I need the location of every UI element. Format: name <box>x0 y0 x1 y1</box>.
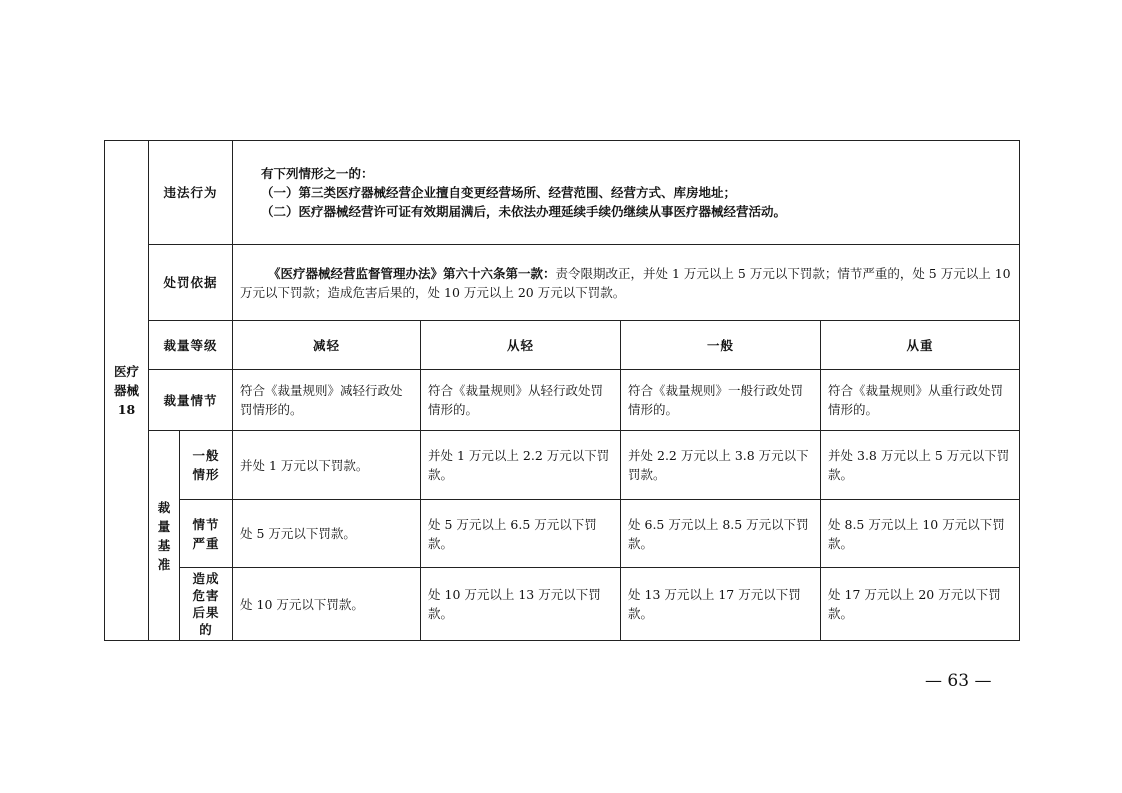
standard-row-label <box>180 431 233 500</box>
standard-cell: 处 5 万元以下罚款。 <box>233 500 421 568</box>
violation-item-2: （二）医疗器械经营许可证有效期届满后，未依法办理延续手续仍继续从事医疗器械经营活动。 <box>261 204 787 219</box>
standard-cell: 处 6.5 万元以上 8.5 万元以下罚款。 <box>621 500 821 568</box>
penalty-table <box>104 140 1020 641</box>
row-label-line: 情节 <box>192 516 220 532</box>
standard-char: 准 <box>157 556 171 572</box>
standard-char: 裁 <box>157 499 171 515</box>
standard-char: 量 <box>157 518 171 534</box>
standard-label <box>149 431 180 641</box>
standard-cell: 处 13 万元以上 17 万元以下罚款。 <box>621 568 821 641</box>
level-severe: 从重 <box>821 321 1020 370</box>
standard-cell: 处 10 万元以上 13 万元以下罚款。 <box>421 568 621 641</box>
situations-label: 裁量情节 <box>149 370 233 431</box>
level-general: 一般 <box>621 321 821 370</box>
situation-cell: 符合《裁量规则》从轻行政处罚情形的。 <box>421 370 621 431</box>
violation-content <box>233 141 1020 245</box>
category-label-1: 医疗 <box>113 364 139 379</box>
level-mitigated: 减轻 <box>233 321 421 370</box>
standard-row <box>105 568 1020 641</box>
level-lenient: 从轻 <box>421 321 621 370</box>
row-label-line: 一般 <box>192 448 220 463</box>
standard-char: 基 <box>157 537 171 553</box>
standard-row-label <box>180 568 233 641</box>
row-label-line: 的 <box>199 622 213 637</box>
standard-cell: 并处 1 万元以上 2.2 万元以下罚款。 <box>421 431 621 500</box>
basis-row <box>105 245 1020 321</box>
basis-law: 《医疗器械经营监督管理办法》第六十六条第一款： <box>268 265 556 281</box>
category-cell <box>105 141 149 641</box>
row-label-line: 严重 <box>192 535 220 551</box>
basis-text: 责令限期改正，并处 1 万元以上 5 万元以下罚款；情节严重的，处 5 万元以上 10 万元以下罚款；造成危害后果的，处 10 万元以上 20 万元以下罚款。 <box>240 265 1011 300</box>
row-label-line: 后果 <box>192 605 220 620</box>
standard-row <box>105 500 1020 568</box>
levels-label: 裁量等级 <box>149 321 233 370</box>
violation-row <box>105 141 1020 245</box>
standard-cell: 处 8.5 万元以上 10 万元以下罚款。 <box>821 500 1020 568</box>
situation-cell: 符合《裁量规则》减轻行政处罚情形的。 <box>233 370 421 431</box>
page-number: — 63 — <box>925 671 992 691</box>
row-label-line: 情形 <box>192 467 220 482</box>
standard-cell: 处 10 万元以下罚款。 <box>233 568 421 641</box>
violation-item-1: （一）第三类医疗器械经营企业擅自变更经营场所、经营范围、经营方式、库房地址； <box>261 185 737 200</box>
levels-row <box>105 321 1020 370</box>
basis-label: 处罚依据 <box>149 245 233 321</box>
standard-row <box>105 431 1020 500</box>
standard-cell: 并处 1 万元以下罚款。 <box>233 431 421 500</box>
standard-cell: 并处 2.2 万元以上 3.8 万元以下罚款。 <box>621 431 821 500</box>
standard-cell: 处 5 万元以上 6.5 万元以下罚款。 <box>421 500 621 568</box>
category-label-2: 器械 <box>113 383 139 398</box>
standard-row-label <box>180 500 233 568</box>
situation-cell: 符合《裁量规则》一般行政处罚情形的。 <box>621 370 821 431</box>
violation-label: 违法行为 <box>149 141 233 245</box>
violation-intro: 有下列情形之一的： <box>261 166 374 181</box>
basis-content <box>233 245 1020 321</box>
row-label-line: 造成 <box>192 571 220 586</box>
situation-cell: 符合《裁量规则》从重行政处罚情形的。 <box>821 370 1020 431</box>
standard-cell: 并处 3.8 万元以上 5 万元以下罚款。 <box>821 431 1020 500</box>
situations-row <box>105 370 1020 431</box>
row-label-line: 危害 <box>192 588 220 603</box>
category-label-3: 18 <box>117 402 136 417</box>
standard-cell: 处 17 万元以上 20 万元以下罚款。 <box>821 568 1020 641</box>
